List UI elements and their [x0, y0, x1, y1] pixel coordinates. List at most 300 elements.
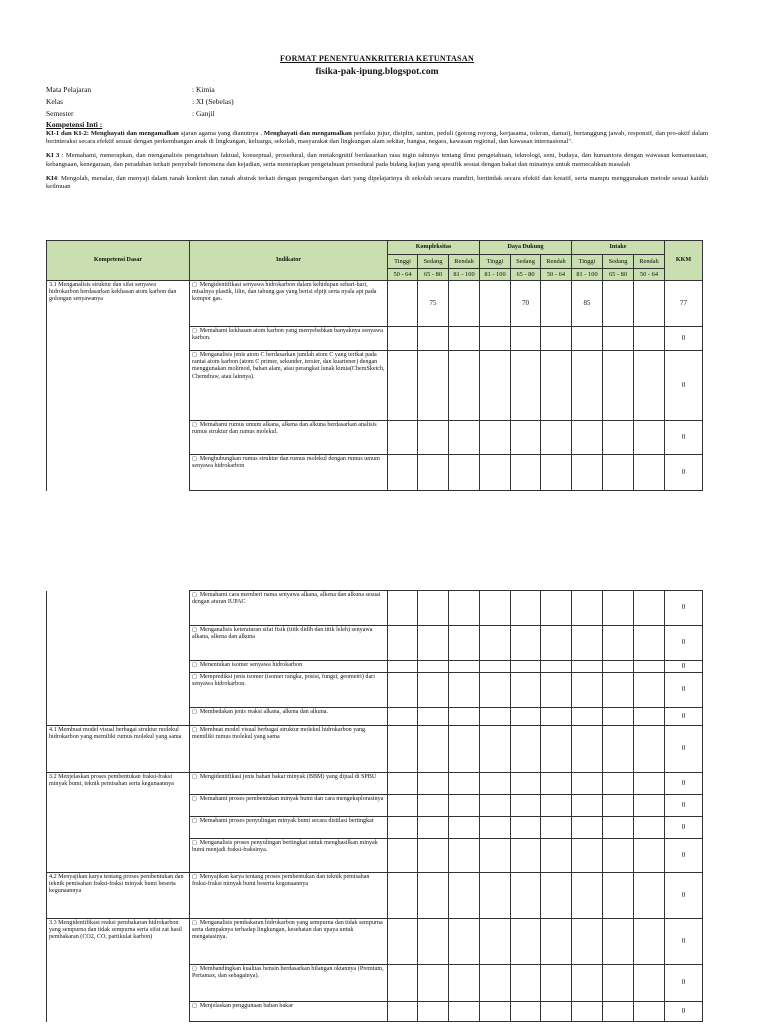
ki-heading: Kompetensi Inti :	[46, 120, 103, 129]
cell-score	[449, 455, 480, 491]
checkbox-bullet-icon: □	[192, 727, 197, 733]
header-range: 81 - 100	[449, 269, 480, 281]
table-row	[47, 591, 703, 626]
cell-kompetensi-dasar	[47, 817, 190, 839]
cell-indikator	[190, 327, 388, 351]
cell-kompetensi-dasar: 3.2 Menjelaskan proses pembentukan fraksi-fraksi minyak bumi, teknik pemisahan serta kegunaannya	[47, 773, 190, 795]
cell-score	[603, 919, 634, 965]
table-row	[47, 726, 703, 773]
cell-score	[541, 795, 572, 817]
cell-score	[603, 795, 634, 817]
cell-score: 85	[572, 281, 603, 327]
cell-score	[449, 351, 480, 421]
indikator-text: Memahami rumus umum alkana, alkena dan alkuna berdasarkan analisis rumus struktur dan rumus molekul.	[192, 422, 377, 436]
header-level: Sedang	[511, 255, 541, 269]
header-range: 81 - 100	[572, 269, 603, 281]
cell-score	[511, 626, 541, 661]
cell-score	[449, 673, 480, 708]
meta-label: Kelas	[46, 96, 64, 106]
cell-score	[541, 1002, 572, 1022]
cell-score	[634, 661, 665, 673]
cell-score	[634, 773, 665, 795]
cell-score	[572, 455, 603, 491]
cell-score	[603, 1002, 634, 1022]
checkbox-bullet-icon: □	[192, 456, 197, 462]
cell-indikator	[190, 455, 388, 491]
indikator-text: Menganalisis pembakaran hidrokarbon yang sempurna dan tidak sempurna serta dampaknya terhadap lingkungan, kesehatan dan upaya untuk mengatasinya.	[192, 920, 383, 941]
checkbox-bullet-icon: □	[192, 282, 197, 288]
cell-score	[634, 795, 665, 817]
cell-score	[634, 873, 665, 919]
cell-score	[511, 421, 541, 455]
cell-kkm: 0	[665, 839, 703, 873]
cell-score	[634, 327, 665, 351]
header-range: 50 - 64	[541, 269, 572, 281]
cell-kkm: 77	[665, 281, 703, 327]
cell-kkm: 0	[665, 817, 703, 839]
cell-score	[511, 455, 541, 491]
cell-score	[418, 351, 449, 421]
cell-indikator	[190, 351, 388, 421]
cell-score	[634, 673, 665, 708]
header-level: Sedang	[418, 255, 449, 269]
cell-score	[603, 455, 634, 491]
checkbox-bullet-icon: □	[192, 774, 197, 780]
indikator-text: Menganalisis keteraturan sifat fisik (titik didih dan titik leleh) senyawa alkana, alkena dan alkuna	[192, 627, 373, 641]
cell-score	[480, 839, 511, 873]
ki-label: KI-1 dan KI-2	[46, 130, 87, 137]
cell-score	[480, 795, 511, 817]
cell-score	[388, 455, 418, 491]
cell-score	[603, 661, 634, 673]
checkbox-bullet-icon: □	[192, 627, 197, 633]
cell-kompetensi-dasar: 3.3 Mengidentifikasi reaksi pembakaran hidrokarbon yang sempurna dan tidak sempurna serta sifat zat hasil pembakaran (CO2, CO, partikulat karbon)	[47, 919, 190, 965]
cell-score	[388, 661, 418, 673]
cell-score	[418, 795, 449, 817]
cell-score	[388, 817, 418, 839]
cell-indikator	[190, 839, 388, 873]
table-body-part1	[47, 281, 703, 491]
cell-score	[511, 965, 541, 1002]
cell-score	[418, 1002, 449, 1022]
indikator-text: Menghubungkan rumus struktur dan rumus molekul dengan rumus umum senyawa hidrokarbon	[192, 456, 380, 470]
cell-score	[603, 591, 634, 626]
cell-kkm: 0	[665, 773, 703, 795]
cell-score	[449, 661, 480, 673]
cell-score	[572, 591, 603, 626]
document-subtitle: fisika-pak-ipung.blogspot.com	[315, 67, 439, 77]
header-range: 65 - 80	[511, 269, 541, 281]
cell-score	[634, 817, 665, 839]
checkbox-bullet-icon: □	[192, 352, 197, 358]
cell-score	[541, 817, 572, 839]
cell-indikator	[190, 817, 388, 839]
ki-text: perilaku jujur, disiplin, santun, peduli (gotong royong, kerjasama, toleran, damai), bertanggung jawab, responsif, dan pro-aktif dalam berinteraksi secara efektif sesuai dengan perkembangan anak di lingkungan, keluarga, sekolah, masyarakat dan lingkungan alam sekitar, bangsa, negara, kawasan regional, dan kawasan internasional".	[46, 130, 709, 146]
cell-score	[418, 421, 449, 455]
indikator-text: Memprediksi jenis isomer (isomer rangka, posisi, fungsi, geometri) dari senyawa hidrokarbon.	[192, 674, 375, 688]
cell-score	[634, 839, 665, 873]
cell-score	[511, 673, 541, 708]
cell-score	[541, 591, 572, 626]
cell-score	[480, 773, 511, 795]
cell-score	[541, 327, 572, 351]
cell-score	[634, 919, 665, 965]
cell-score	[541, 351, 572, 421]
cell-score	[603, 773, 634, 795]
cell-score	[388, 626, 418, 661]
cell-kompetensi-dasar	[47, 327, 190, 351]
cell-score	[449, 965, 480, 1002]
table-row	[47, 1002, 703, 1022]
indikator-text: Menganalisis jenis atom C berdasarkan jumlah atom C yang terikat pada rantai atom karbon (atom C primer, sekunder, tersier, dan kuartener) dengan menggunakan molimod, bahan alam, atau perangkat lunak kimia(ChemSketch, Chemdraw, atau lainnya).	[192, 352, 385, 380]
cell-score	[603, 708, 634, 726]
cell-score	[634, 1002, 665, 1022]
header-level: Rendah	[541, 255, 572, 269]
cell-score	[418, 591, 449, 626]
cell-score	[541, 726, 572, 773]
cell-score	[480, 661, 511, 673]
table-row	[47, 817, 703, 839]
cell-score	[418, 661, 449, 673]
meta-row-class	[46, 95, 708, 107]
cell-score	[572, 708, 603, 726]
meta-block	[46, 83, 708, 119]
cell-score	[480, 965, 511, 1002]
table-row	[47, 421, 703, 455]
cell-indikator	[190, 873, 388, 919]
indikator-text: Menyajikan karya tentang proses pembentukan dan teknik pemisahan fraksi-fraksi minyak bumi beserta kegunaannya	[192, 874, 370, 888]
indikator-text: Mengidentifikasi jenis bahan bakar minyak (BBM) yang dijual di SPBU	[199, 774, 377, 780]
header-level: Rendah	[449, 255, 480, 269]
indikator-text: Membandingkan kualitas bensin berdasarkan bilangan oktannya (Premium, Pertamax, dan sebagainya).	[192, 966, 384, 980]
cell-score	[511, 591, 541, 626]
ki-3	[46, 152, 708, 168]
cell-indikator	[190, 661, 388, 673]
cell-score	[480, 726, 511, 773]
table-row	[47, 673, 703, 708]
indikator-text: Memahami proses penyulingan minyak bumi secara distilasi bertingkat	[199, 818, 374, 824]
cell-score	[572, 351, 603, 421]
cell-indikator	[190, 919, 388, 965]
cell-score	[511, 873, 541, 919]
cell-kkm: 0	[665, 455, 703, 491]
cell-score	[572, 673, 603, 708]
ki-text: : Mengolah, menalar, dan menyaji dalam ranah konkret dan ranah abstrak terkait dengan pengembangan dari yang dipelajarinya di sekolah secara mandiri, bertindak secara efektif dan kreatif, serta mampu menggunakan metode sesuai kaidah keilmuan	[46, 174, 708, 191]
header-daya-dukung: Daya Dukung	[480, 241, 572, 255]
cell-score	[418, 839, 449, 873]
cell-score	[388, 919, 418, 965]
cell-score	[572, 965, 603, 1002]
cell-kompetensi-dasar	[47, 708, 190, 726]
cell-score	[418, 455, 449, 491]
cell-kompetensi-dasar	[47, 795, 190, 817]
cell-score	[480, 673, 511, 708]
cell-kompetensi-dasar	[47, 965, 190, 1002]
table-row	[47, 708, 703, 726]
cell-score	[388, 351, 418, 421]
cell-score	[449, 873, 480, 919]
cell-score	[541, 661, 572, 673]
cell-score	[388, 965, 418, 1002]
cell-kompetensi-dasar	[47, 839, 190, 873]
cell-score	[480, 708, 511, 726]
cell-indikator	[190, 708, 388, 726]
cell-kompetensi-dasar: 3.1 Menganalisis struktur dan sifat senyawa hidrokarbon berdasarkan kekhasan atom karbon dan golongan senyawanya	[47, 281, 190, 327]
cell-score	[541, 626, 572, 661]
cell-score	[449, 919, 480, 965]
cell-score	[634, 591, 665, 626]
cell-score	[418, 965, 449, 1002]
cell-kompetensi-dasar: 4.2 Menyajikan karya tentang proses pembentukan dan teknik pemisahan fraksi-fraksi minyak bumi beserta kegunaannya	[47, 873, 190, 919]
cell-score	[418, 919, 449, 965]
cell-score	[511, 839, 541, 873]
checkbox-bullet-icon: □	[192, 674, 197, 680]
cell-score	[634, 708, 665, 726]
cell-indikator	[190, 773, 388, 795]
cell-score	[603, 281, 634, 327]
cell-score	[449, 421, 480, 455]
cell-score	[511, 351, 541, 421]
cell-indikator	[190, 421, 388, 455]
cell-score	[511, 661, 541, 673]
cell-score	[603, 421, 634, 455]
ki-1-2: KI-1 dan KI-2: Menghayati dan mengamalkan ajaran agama yang dianutnya . Menghayati dan mengamalkan perilaku jujur, disiplin, santun, peduli (gotong royong, kerjasama, toleran, damai), bertanggung jawab, responsif, dan pro-aktif dalam berinteraksi secara efektif sesuai dengan perkembangan anak di lingkungan, keluarga, sekolah, masyarakat dan lingkungan alam sekitar, bangsa, negara, kawasan regional, dan kawasan internasional".	[46, 130, 709, 146]
header-kompleksitas: Kompleksitas	[388, 241, 480, 255]
cell-indikator	[190, 591, 388, 626]
cell-score	[388, 708, 418, 726]
cell-score	[603, 327, 634, 351]
cell-score	[418, 626, 449, 661]
cell-score	[572, 919, 603, 965]
cell-score	[572, 1002, 603, 1022]
cell-score	[634, 351, 665, 421]
document-title: FORMAT PENENTUANKRITERIA KETUNTASAN	[279, 54, 475, 63]
cell-score	[541, 455, 572, 491]
cell-score	[480, 421, 511, 455]
indikator-text: Menentukan isomer senyawa hidrokarbon	[199, 662, 303, 668]
cell-kkm: 0	[665, 673, 703, 708]
cell-score	[418, 773, 449, 795]
cell-score	[449, 708, 480, 726]
cell-score	[388, 873, 418, 919]
cell-score	[603, 351, 634, 421]
meta-label: Semester	[46, 108, 74, 118]
cell-score	[572, 626, 603, 661]
cell-kompetensi-dasar	[47, 421, 190, 455]
table-row	[47, 281, 703, 327]
cell-kompetensi-dasar	[47, 455, 190, 491]
indikator-text: Memahami proses pembentukan minyak bumi dan cara mengeksplorasinya	[199, 796, 384, 802]
cell-kompetensi-dasar	[47, 673, 190, 708]
cell-score	[603, 673, 634, 708]
header-level: Rendah	[634, 255, 665, 269]
cell-score	[388, 839, 418, 873]
cell-score	[449, 795, 480, 817]
cell-score	[511, 726, 541, 773]
cell-score	[603, 817, 634, 839]
cell-kkm: 0	[665, 726, 703, 773]
cell-score	[541, 673, 572, 708]
cell-score	[449, 773, 480, 795]
cell-score: 70	[511, 281, 541, 327]
cell-score	[572, 661, 603, 673]
header-level: Sedang	[603, 255, 634, 269]
cell-score	[449, 817, 480, 839]
table-row	[47, 626, 703, 661]
cell-kkm: 0	[665, 591, 703, 626]
cell-kompetensi-dasar	[47, 626, 190, 661]
cell-score	[480, 591, 511, 626]
ki-emphasis: Menghayati dan mengamalkan	[263, 130, 352, 137]
cell-score	[541, 873, 572, 919]
cell-score	[511, 817, 541, 839]
cell-score	[572, 873, 603, 919]
cell-score	[603, 626, 634, 661]
cell-score	[388, 795, 418, 817]
cell-kompetensi-dasar	[47, 351, 190, 421]
cell-score	[603, 873, 634, 919]
header-range: 50 - 64	[634, 269, 665, 281]
cell-kompetensi-dasar	[47, 661, 190, 673]
cell-score	[511, 919, 541, 965]
cell-score	[388, 327, 418, 351]
cell-score	[418, 817, 449, 839]
checkbox-bullet-icon: □	[192, 422, 197, 428]
cell-indikator	[190, 965, 388, 1002]
meta-value: : Kimia	[192, 84, 215, 94]
ki-label: KI4	[46, 174, 57, 182]
checkbox-bullet-icon: □	[192, 592, 197, 598]
checkbox-bullet-icon: □	[192, 1003, 197, 1009]
cell-score	[572, 773, 603, 795]
cell-score	[541, 421, 572, 455]
cell-score	[603, 965, 634, 1002]
cell-score	[634, 626, 665, 661]
cell-score: 75	[418, 281, 449, 327]
table-row	[47, 351, 703, 421]
header-level: Tinggi	[480, 255, 511, 269]
checkbox-bullet-icon: □	[192, 796, 197, 802]
cell-kkm: 0	[665, 708, 703, 726]
cell-kkm: 0	[665, 873, 703, 919]
cell-score	[449, 726, 480, 773]
kkm-table-part1	[46, 240, 703, 491]
cell-score	[541, 919, 572, 965]
table-row	[47, 327, 703, 351]
header-range: 81 - 100	[480, 269, 511, 281]
indikator-text: Memahami kekhasan atom karbon yang menyebabkan banyaknya senyawa karbon.	[192, 328, 383, 342]
cell-kkm: 0	[665, 965, 703, 1002]
table-row	[47, 873, 703, 919]
checkbox-bullet-icon: □	[192, 662, 197, 668]
cell-score	[388, 421, 418, 455]
header-intake: Intake	[572, 241, 665, 255]
cell-score	[480, 626, 511, 661]
cell-score	[449, 327, 480, 351]
indikator-text: Membedakan jenis reaksi alkana, alkena dan alkuna.	[199, 709, 328, 715]
cell-score	[480, 817, 511, 839]
cell-score	[388, 773, 418, 795]
table-row	[47, 795, 703, 817]
cell-score	[388, 726, 418, 773]
cell-score	[418, 673, 449, 708]
header-kkm: KKM	[665, 241, 703, 281]
cell-score	[634, 281, 665, 327]
cell-score	[541, 839, 572, 873]
cell-indikator	[190, 726, 388, 773]
cell-score	[572, 421, 603, 455]
meta-value: : XI (Sebelas)	[192, 96, 234, 106]
cell-score	[634, 421, 665, 455]
ki-text: ajaran agama yang dianutnya .	[178, 130, 264, 137]
cell-kkm: 0	[665, 421, 703, 455]
cell-kkm: 0	[665, 1002, 703, 1022]
indikator-text: Mengidentifikasi senyawa hidrokarbon dalam kehidupan sehari-hari, misalnya plastik, lilin, dan tabung gas yang berisi elpiji serta nyala api pada kompor gas.	[192, 282, 377, 303]
cell-score	[480, 327, 511, 351]
checkbox-bullet-icon: □	[192, 818, 197, 824]
cell-score	[449, 839, 480, 873]
cell-score	[511, 773, 541, 795]
indikator-text: Memahami cara memberi nama senyawa alkana, alkena dan alkuna sesuai dengan aturan IUPAC	[192, 592, 381, 606]
cell-score	[572, 795, 603, 817]
cell-score	[634, 455, 665, 491]
cell-kompetensi-dasar: 4.1 Membuat model visual berbagai struktur molekul hidrokarbon yang memiliki rumus molekul yang sama	[47, 726, 190, 773]
cell-kompetensi-dasar	[47, 591, 190, 626]
cell-score	[388, 591, 418, 626]
cell-score	[634, 726, 665, 773]
table-row	[47, 919, 703, 965]
cell-indikator	[190, 795, 388, 817]
cell-kkm: 0	[665, 327, 703, 351]
cell-kompetensi-dasar	[47, 1002, 190, 1022]
cell-kkm: 0	[665, 661, 703, 673]
header-range: 50 - 64	[388, 269, 418, 281]
table-body-part2	[47, 591, 703, 1022]
cell-score	[449, 281, 480, 327]
cell-score	[418, 708, 449, 726]
checkbox-bullet-icon: □	[192, 840, 197, 846]
table-row	[47, 965, 703, 1002]
cell-score	[449, 591, 480, 626]
cell-score	[418, 327, 449, 351]
meta-row-semester	[46, 107, 708, 119]
cell-score	[572, 839, 603, 873]
ki-text: : Memahami, menerapkan, dan menganalisis pengetahuan faktual, konseptual, prosedural, dan metakognitif berdasarkan rasa ingin tahunya tentang ilmu pengetahuan, teknologi, seni, budaya, dan humaniora dengan wawasan kemanusiaan, kebangsaan, kenegaraan, dan peradaban terkait penyebab fenomena dan kejadian, serta menerapkan pengetahuan prosedural pada bidang kajian yang spesifik sesuai dengan bakat dan minatnya untuk memecahkan masalah	[46, 152, 708, 168]
ki-label: KI 3	[46, 152, 60, 160]
cell-score	[418, 726, 449, 773]
checkbox-bullet-icon: □	[192, 709, 197, 715]
cell-score	[634, 965, 665, 1002]
checkbox-bullet-icon: □	[192, 328, 197, 334]
checkbox-bullet-icon: □	[192, 874, 197, 880]
cell-score	[541, 773, 572, 795]
header-range: 65 - 80	[603, 269, 634, 281]
cell-score	[388, 673, 418, 708]
indikator-text: Membuat model visual berbagai struktur molekul hidrokarbon yang memiliki rumus molekul yang sama	[192, 727, 366, 741]
cell-score	[603, 726, 634, 773]
header-level: Tinggi	[388, 255, 418, 269]
cell-kkm: 0	[665, 795, 703, 817]
cell-score	[418, 873, 449, 919]
checkbox-bullet-icon: □	[192, 920, 197, 926]
table-row	[47, 839, 703, 873]
cell-score	[480, 919, 511, 965]
checkbox-bullet-icon: □	[192, 966, 197, 972]
cell-score	[541, 965, 572, 1002]
header-level: Tinggi	[572, 255, 603, 269]
cell-score	[603, 839, 634, 873]
header-kd: Kompetensi Dasar	[47, 241, 190, 281]
